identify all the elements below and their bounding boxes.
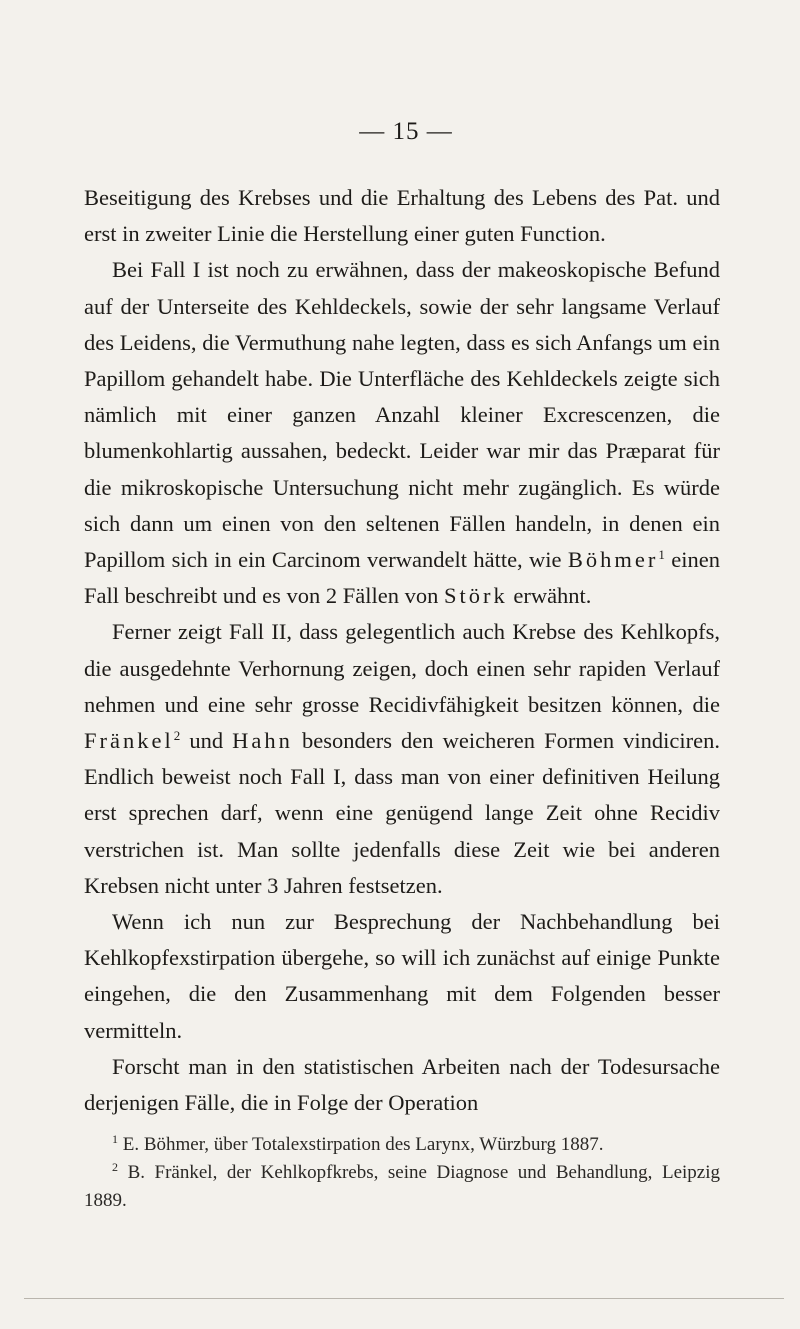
paragraph-3 — [84, 614, 720, 904]
footnote-1-text: E. Böhmer, über Totalexstirpation des Larynx, Würzburg 1887. — [122, 1134, 604, 1156]
footnote-2 — [84, 1159, 720, 1215]
footnote-ref-2: 2 — [173, 728, 181, 744]
document-page — [84, 112, 720, 1215]
paragraph-3-text-c: besonders den weicheren Formen vindiciren. Endlich beweist noch Fall I, dass man von einer definitiven Heilung erst sprechen darf, wenn eine genügend lange Zeit ohne Recidiv verstrichen ist. Man sollte jedenfalls diese Zeit wie bei anderen Krebsen nicht unter 3 Jahren festsetzen. — [84, 728, 721, 898]
paragraph-1: Beseitigung des Krebses und die Erhaltung des Lebens des Pat. und erst in zweiter Linie die Herstellung einer guten Function. — [84, 185, 720, 247]
footnote-1 — [84, 1131, 720, 1159]
author-stoerk: Störk — [443, 583, 508, 609]
footnotes — [84, 1131, 720, 1215]
paragraph-3-text: Ferner zeigt Fall II, dass gelegentlich auch Krebse des Kehlkopfs, die ausgedehnte Verhornung zeigen, doch einen sehr rapiden Verlauf nehmen und eine sehr grosse Recidivfähigkeit besitzen können, die — [84, 619, 720, 717]
paragraph-2 — [84, 252, 720, 614]
paragraph-2-text-b: einen Fall beschreibt und es von 2 Fällen von — [84, 547, 721, 609]
page-edge-rule — [24, 1298, 784, 1299]
footnote-1-mark: 1 — [112, 1132, 118, 1147]
footnote-2-text: B. Fränkel, der Kehlkopfkrebs, seine Diagnose und Behandlung, Leipzig 1889. — [84, 1162, 720, 1212]
paragraph-2-text-c: erwähnt. — [513, 583, 592, 609]
author-fraenkel: Fränkel — [84, 728, 174, 754]
author-boehmer: Böhmer — [567, 547, 659, 573]
author-hahn: Hahn — [232, 728, 293, 754]
paragraph-3-text-b: und — [189, 728, 224, 754]
page-number: — 15 — — [359, 118, 453, 145]
paragraph-4: Wenn ich nun zur Besprechung der Nachbehandlung bei Kehlkopfexstirpation übergehe, so will ich zunächst auf einige Punkte eingehen, die den Zusammenhang mit dem Folgenden besser vermitteln. — [84, 909, 720, 1043]
paragraph-5: Forscht man in den statistischen Arbeiten nach der Todesursache derjenigen Fälle, die in Folge der Operation — [84, 1053, 720, 1116]
footnote-2-mark: 2 — [112, 1160, 118, 1175]
body-text — [84, 180, 720, 1121]
paragraph-2-text: Bei Fall I ist noch zu erwähnen, dass der makeoskopische Befund auf der Unterseite des Kehldeckels, sowie der sehr langsame Verlauf des Leidens, die Vermuthung nahe legten, dass es sich Anfangs um ein Papillom gehandelt habe. Die Unterfläche des Kehldeckels zeigte sich nämlich mit einer ganzen Anzahl kleiner Excrescenzen, die blumenkohlartig aussahen, bedeckt. Leider war mir das Præparat für die mikroskopische Untersuchung nicht mehr zugänglich. Es würde sich dann um einen von den seltenen Fällen handeln, in denen ein Papillom sich in ein Carcinom verwandelt hätte, wie — [84, 257, 720, 573]
footnote-ref-1: 1 — [658, 547, 665, 563]
